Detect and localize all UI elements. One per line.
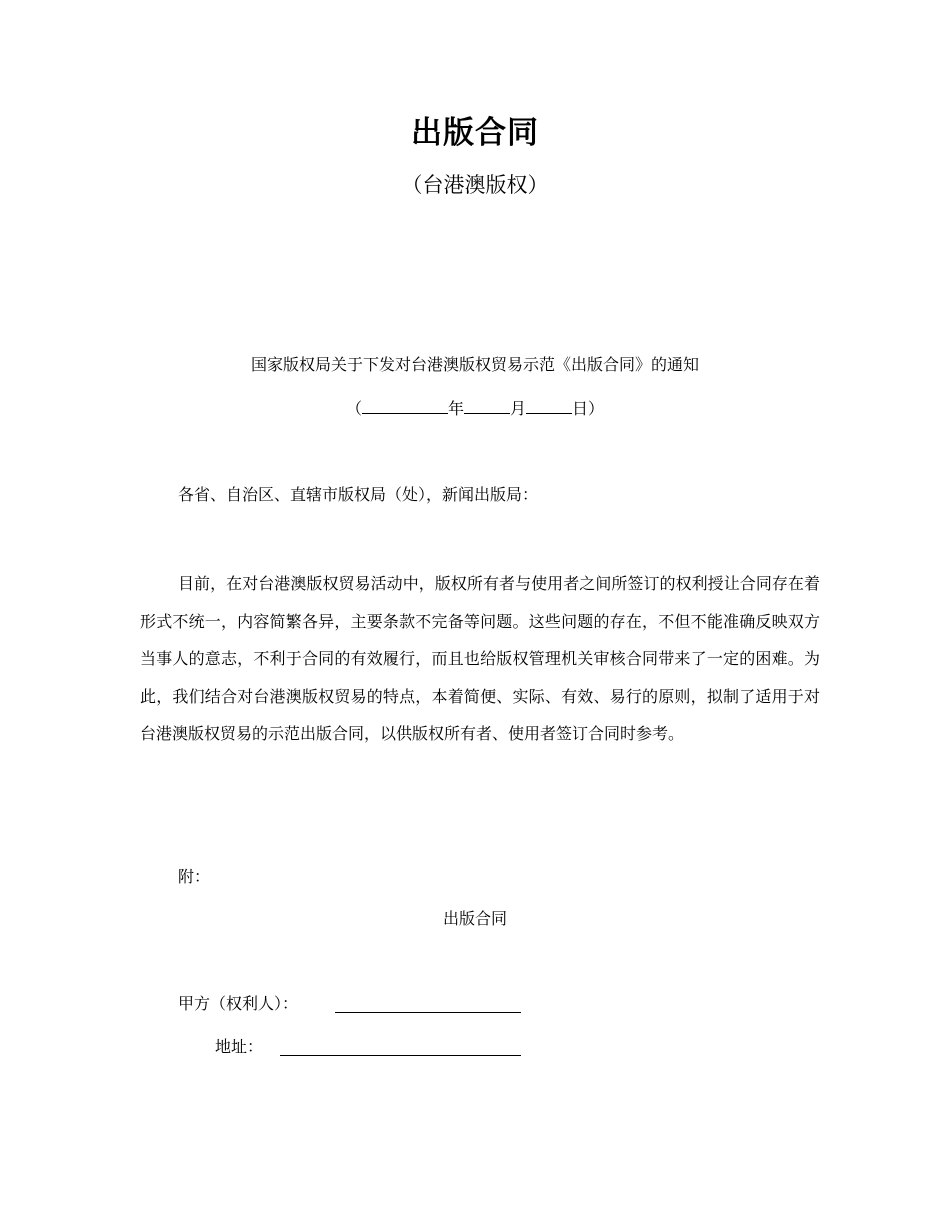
document-title: 出版合同 xyxy=(411,115,539,151)
month-label: 月 xyxy=(510,399,527,418)
address-label: 地址： xyxy=(215,1037,264,1056)
party-a-blank xyxy=(335,1011,521,1013)
party-a-label: 甲方（权利人）： xyxy=(178,994,299,1013)
attachment-title: 出版合同 xyxy=(442,909,507,928)
document-subtitle: （台港澳版权） xyxy=(401,173,549,197)
month-blank xyxy=(464,397,510,414)
attachment-label: 附： xyxy=(178,867,211,886)
address-blank xyxy=(280,1054,521,1056)
year-label: 年 xyxy=(447,399,464,418)
year-blank xyxy=(362,397,448,414)
day-blank xyxy=(526,397,572,414)
body-paragraph: 目前，在对台港澳版权贸易活动中，版权所有者与使用者之间所签订的权利授让合同存在着形式不统一，内容简繁各异，主要条款不完备等问题。这些问题的存在，不但不能准确反映双方当事人的意志，不利于合同的有效履行，而且也给版权管理机关审核合同带来了一定的困难。为此，我们结合对台港澳版权贸易的特点，本着简便、实际、有效、易行的原则，拟制了适用于对台港澳版权贸易的示范出版合同，以供版权所有者、使用者签订合同时参考。 xyxy=(140,574,820,743)
date-line xyxy=(0,396,950,422)
date-open-paren: （ xyxy=(345,399,362,418)
day-label: 日） xyxy=(572,399,605,418)
salutation: 各省、自治区、直辖市版权局（处），新闻出版局： xyxy=(178,485,539,504)
notice-title: 国家版权局关于下发对台港澳版权贸易示范《出版合同》的通知 xyxy=(250,355,699,374)
